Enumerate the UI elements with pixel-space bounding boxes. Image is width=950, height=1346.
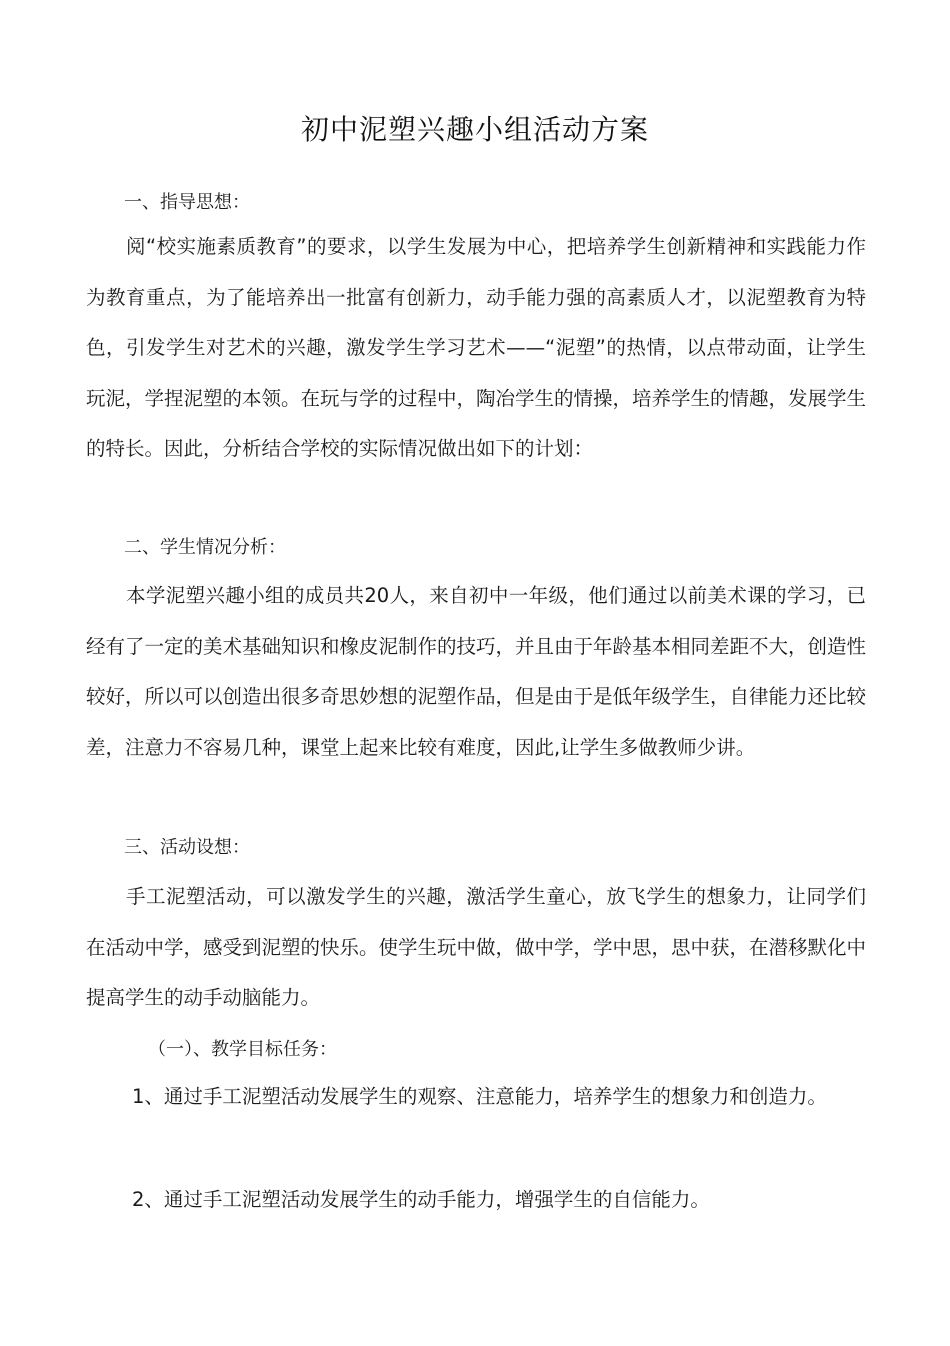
section-heading-activity-plan: 三、活动设想： [124, 837, 250, 858]
subheading-teaching-goals: （一）、教学目标任务： [148, 1039, 337, 1060]
section-paragraph-guiding-ideology: 阅“校实施素质教育”的要求，以学生发展为中心，把培养学生创新精神和实践能力作为教育重点，为了能培养出一批富有创新力，动手能力强的高素质人才，以泥塑教育为特色，引发学生对艺术的兴趣，激发学生学习艺术——“泥塑”的热情，以点带动面，让学生玩泥，学捏泥塑的本领。在玩与学的过程中，陶冶学生的情操，培养学生的情趣，发展学生的特长。因此，分析结合学校的实际情况做出如下的计划： [86, 235, 867, 460]
goal-item-2: 2、通过手工泥塑活动发展学生的动手能力，增强学生的自信能力。 [132, 1188, 710, 1211]
goal-item-1: 1、通过手工泥塑活动发展学生的观察、注意能力，培养学生的想象力和创造力。 [132, 1085, 827, 1108]
section-paragraph-student-analysis: 本学泥塑兴趣小组的成员共20人，来自初中一年级，他们通过以前美术课的学习，已经有了一定的美术基础知识和橡皮泥制作的技巧，并且由于年龄基本相同差距不大，创造性较好，所以可以创造出很多奇思妙想的泥塑作品，但是由于是低年级学生，自律能力还比较差，注意力不容易几种，课堂上起来比较有难度，因此,让学生多做教师少讲。 [86, 584, 867, 759]
section-heading-guiding-ideology: 一、指导思想： [124, 192, 250, 213]
section-paragraph-activity-plan: 手工泥塑活动，可以激发学生的兴趣，激活学生童心，放飞学生的想象力，让同学们在活动中学，感受到泥塑的快乐。使学生玩中做，做中学，学中思，思中获，在潜移默化中提高学生的动手动脑能力。 [86, 885, 867, 1009]
document-title: 初中泥塑兴趣小组活动方案 [300, 113, 649, 146]
section-heading-student-analysis: 二、学生情况分析： [124, 537, 286, 558]
